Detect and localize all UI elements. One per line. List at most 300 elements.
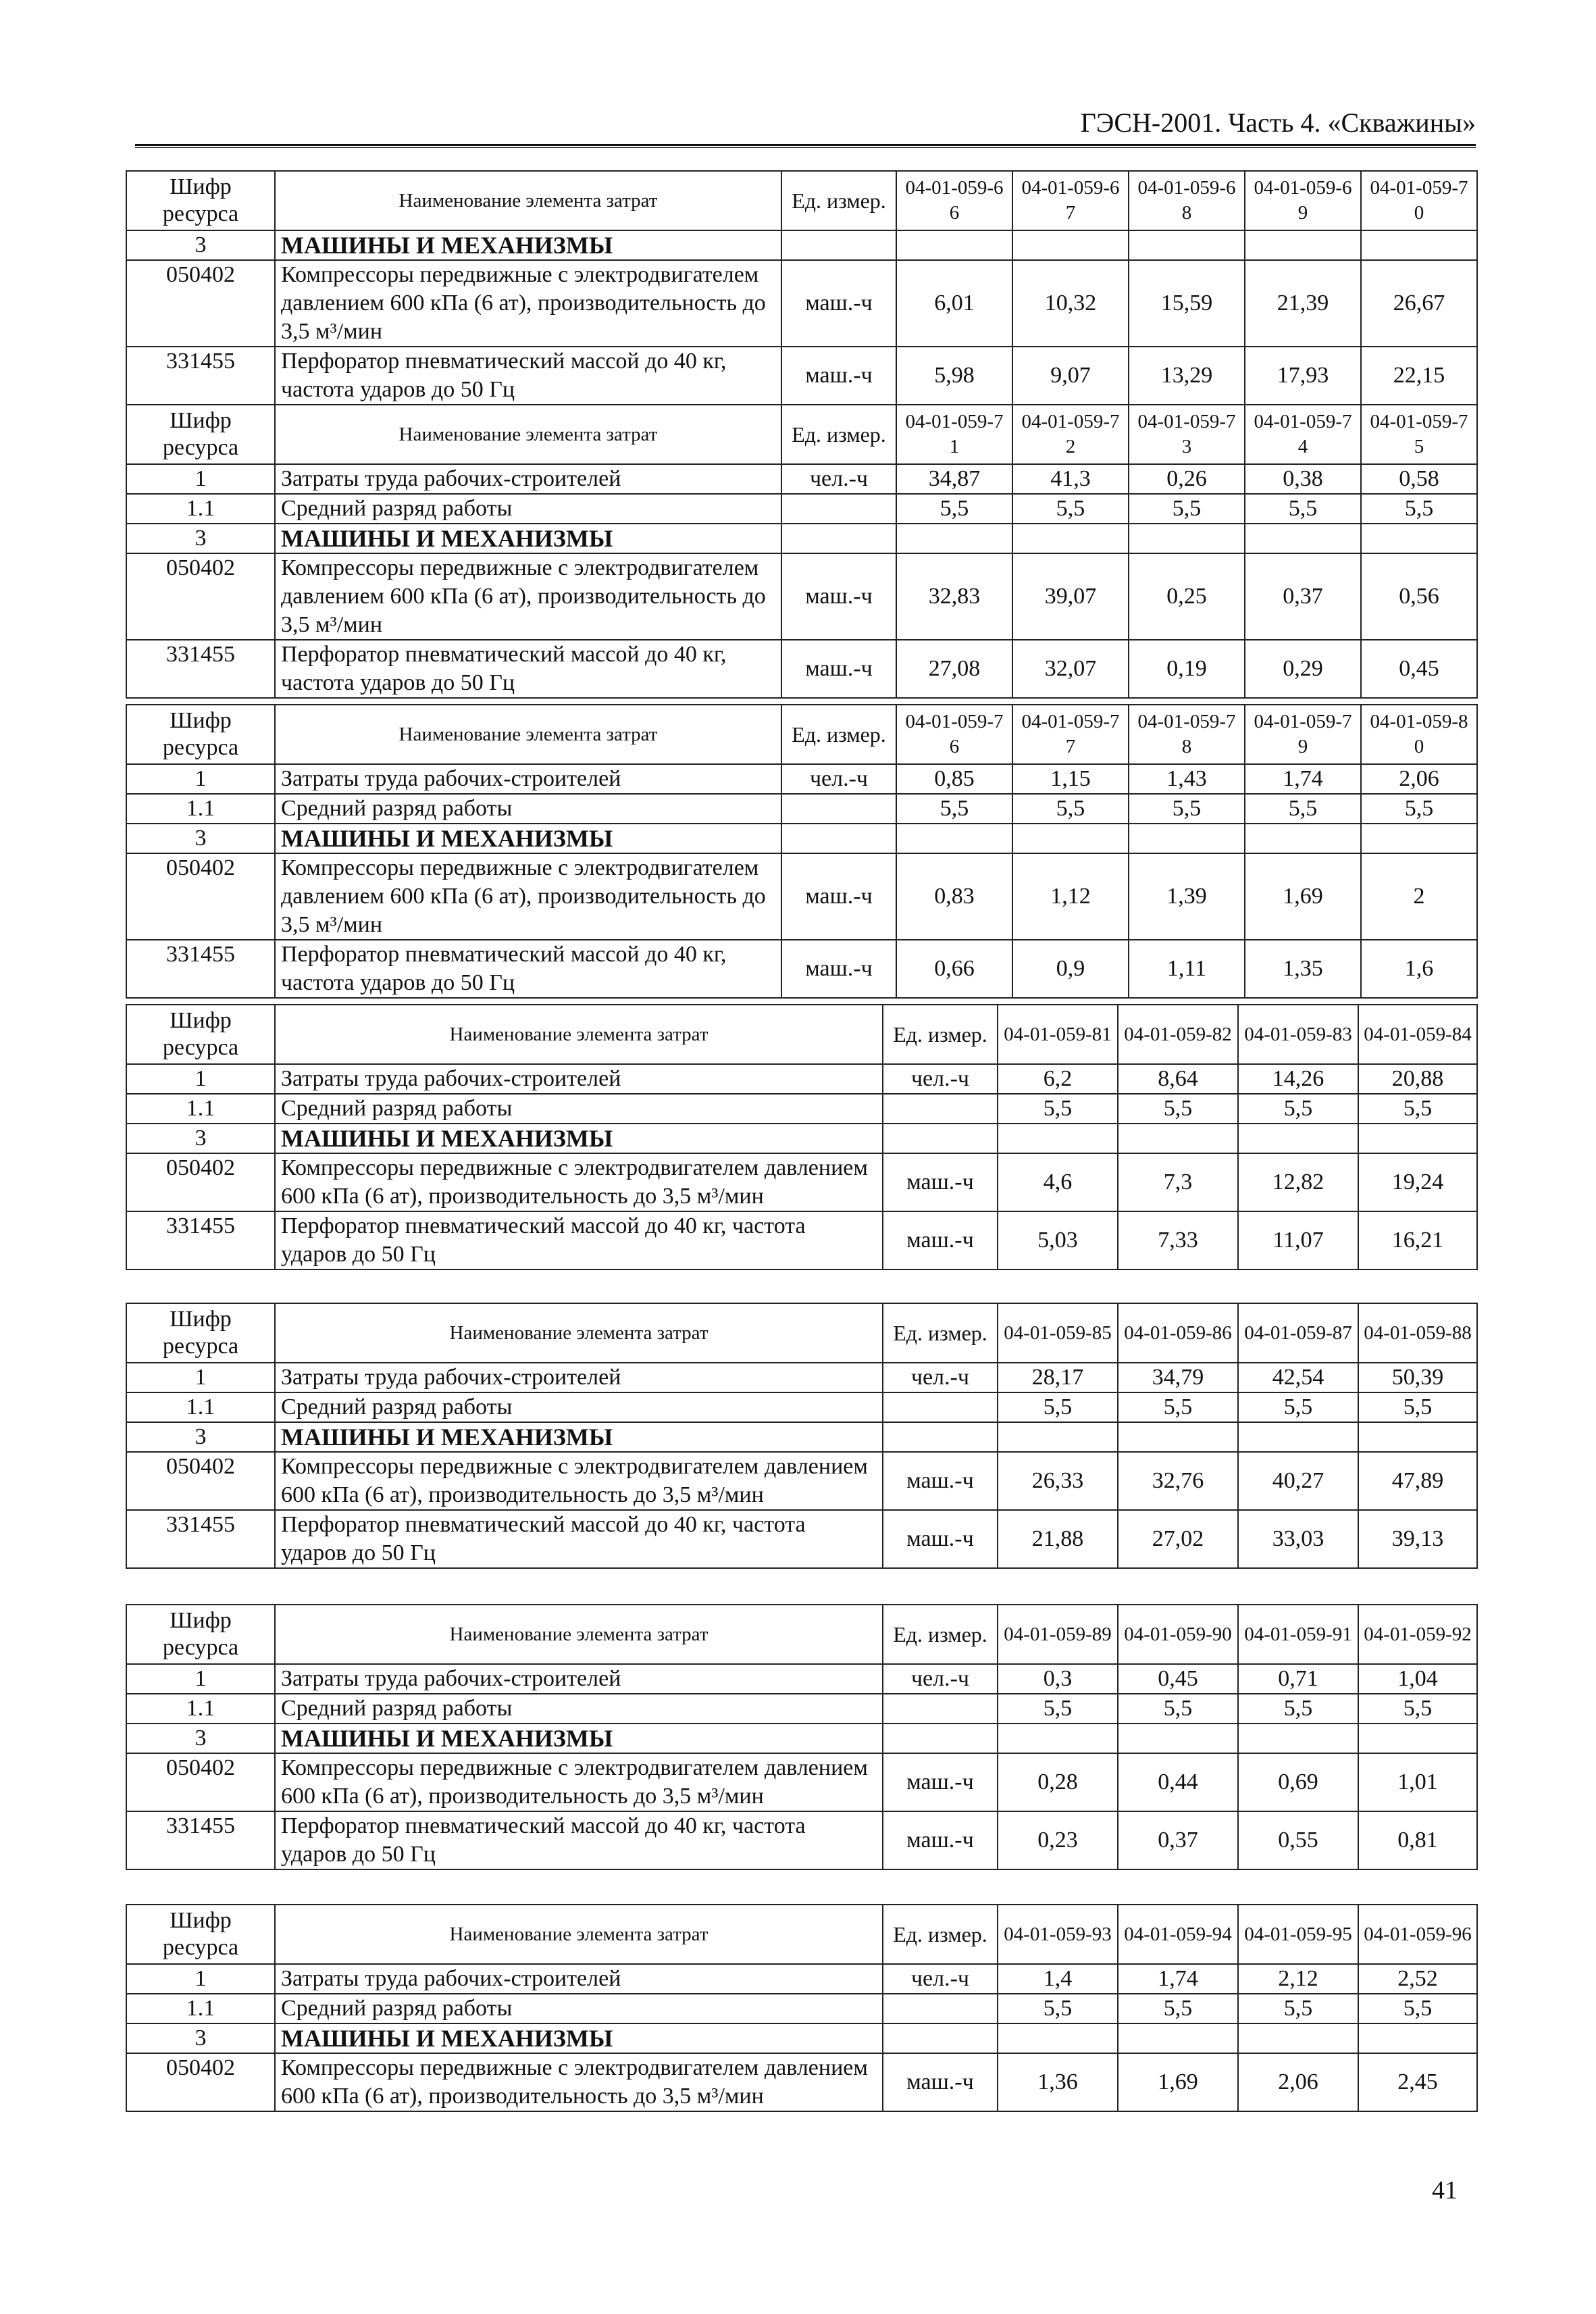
resource-name: Затраты труда рабочих-строителей [275,1363,883,1392]
resource-code: 331455 [126,640,275,698]
header-code: Шифр ресурса [126,405,275,464]
norm-value: 0,45 [1361,640,1477,698]
resource-name: Компрессоры передвижные с электродвигателем давлением 600 кПа (6 ат), производительность до 3,5 м³/мин [275,853,781,940]
norm-value: 5,5 [1238,1094,1358,1124]
header-name: Наименование элемента затрат [275,1303,883,1363]
unit-of-measure [883,2023,998,2053]
resource-name: Перфоратор пневматический массой до 40 кг, частота ударов до 50 Гц [275,1510,883,1568]
norm-value: 22,15 [1361,347,1477,405]
table-row [126,1753,1477,1811]
resource-code: 331455 [126,1811,275,1869]
resource-code: 1.1 [126,1392,275,1422]
section-row [126,2023,1477,2053]
norm-value: 1,15 [1012,764,1129,794]
header-norm-code: 04-01-059-75 [1361,405,1477,464]
norm-value: 5,5 [998,1392,1118,1422]
norm-value: 21,39 [1245,260,1361,347]
norm-value: 47,89 [1358,1452,1477,1510]
resource-code: 1.1 [126,1094,275,1124]
resource-code: 050402 [126,1153,275,1211]
norm-value: 39,13 [1358,1510,1477,1568]
norm-value: 50,39 [1358,1363,1477,1392]
norm-value: 7,33 [1118,1211,1238,1269]
unit-of-measure: маш.-ч [883,1153,998,1211]
header-norm-code: 04-01-059-88 [1358,1303,1477,1363]
header-norm-code: 04-01-059-66 [896,171,1012,230]
header-name: Наименование элемента затрат [275,405,781,464]
header-norm-code: 04-01-059-79 [1245,705,1361,764]
norm-table [126,404,1478,699]
resource-name: Компрессоры передвижные с электродвигателем давлением 600 кПа (6 ат), производительность до 3,5 м³/мин [275,1452,883,1510]
norm-value: 1,36 [998,2053,1118,2111]
table-row [126,764,1477,794]
norm-value: 5,5 [1245,794,1361,824]
norm-value: 0,55 [1238,1811,1358,1869]
section-row [126,824,1477,853]
header-norm-code: 04-01-059-91 [1238,1605,1358,1664]
norm-value: 5,5 [1129,794,1245,824]
norm-value: 2,06 [1238,2053,1358,2111]
table-row [126,347,1477,405]
section-title: МАШИНЫ И МЕХАНИЗМЫ [275,1422,883,1452]
header-code: Шифр ресурса [126,171,275,230]
header-code: Шифр ресурса [126,1905,275,1964]
header-norm-code: 04-01-059-81 [998,1005,1118,1064]
table-row [126,1363,1477,1392]
norm-value: 5,5 [1245,494,1361,524]
section-row [126,1422,1477,1452]
header-code: Шифр ресурса [126,1605,275,1664]
norm-value: 0,37 [1118,1811,1238,1869]
unit-of-measure: маш.-ч [883,1211,998,1269]
norm-value: 2,45 [1358,2053,1477,2111]
norm-value: 0,69 [1238,1753,1358,1811]
norm-value: 5,5 [896,494,1012,524]
resource-code: 3 [126,824,275,853]
table-row [126,1510,1477,1568]
norm-value: 5,5 [1361,494,1477,524]
norm-value: 0,45 [1118,1664,1238,1694]
norm-value: 1,39 [1129,853,1245,940]
header-row [126,405,1477,464]
table-row [126,1964,1477,1994]
norm-value: 5,5 [1358,1094,1477,1124]
resource-code: 3 [126,1124,275,1153]
norm-value [896,824,1012,853]
unit-of-measure: чел.-ч [883,1964,998,1994]
table-row [126,494,1477,524]
unit-of-measure: маш.-ч [781,347,896,405]
header-norm-code: 04-01-059-78 [1129,705,1245,764]
norm-value [1361,524,1477,553]
resource-name: Затраты труда рабочих-строителей [275,1964,883,1994]
header-norm-code: 04-01-059-96 [1358,1905,1477,1964]
norm-value: 20,88 [1358,1064,1477,1094]
resource-code: 1 [126,1363,275,1392]
norm-value: 1,6 [1361,940,1477,998]
header-unit: Ед. измер. [883,1005,998,1064]
table-row [126,940,1477,998]
table-row [126,1811,1477,1869]
unit-of-measure: чел.-ч [883,1363,998,1392]
norm-value: 5,5 [1358,1392,1477,1422]
header-norm-code: 04-01-059-93 [998,1905,1118,1964]
norm-value: 5,5 [1358,1994,1477,2023]
table-row [126,260,1477,347]
norm-value [1238,1422,1358,1452]
resource-code: 331455 [126,1510,275,1568]
header-row [126,1905,1477,1964]
header-norm-code: 04-01-059-73 [1129,405,1245,464]
section-title: МАШИНЫ И МЕХАНИЗМЫ [275,2023,883,2053]
norm-value: 26,33 [998,1452,1118,1510]
header-norm-code: 04-01-059-68 [1129,171,1245,230]
unit-of-measure: маш.-ч [781,853,896,940]
table-row [126,1452,1477,1510]
norm-value [896,230,1012,260]
norm-value: 4,6 [998,1153,1118,1211]
unit-of-measure: маш.-ч [883,1452,998,1510]
resource-code: 1.1 [126,794,275,824]
unit-of-measure: маш.-ч [781,940,896,998]
table-row [126,640,1477,698]
header-unit: Ед. измер. [883,1605,998,1664]
header-norm-code: 04-01-059-90 [1118,1605,1238,1664]
header-row [126,171,1477,230]
table-row [126,553,1477,640]
norm-value: 5,5 [1238,1694,1358,1724]
header-norm-code: 04-01-059-72 [1012,405,1129,464]
norm-value: 40,27 [1238,1452,1358,1510]
page-header: ГЭСН-2001. Часть 4. «Скважины» [135,107,1476,146]
header-norm-code: 04-01-059-74 [1245,405,1361,464]
norm-value: 13,29 [1129,347,1245,405]
norm-value [1118,1724,1238,1753]
unit-of-measure: чел.-ч [883,1064,998,1094]
resource-code: 1 [126,764,275,794]
unit-of-measure: чел.-ч [781,464,896,494]
norm-value [1129,824,1245,853]
norm-value [1238,2023,1358,2053]
norm-value: 0,9 [1012,940,1129,998]
unit-of-measure: маш.-ч [883,1753,998,1811]
resource-name: Перфоратор пневматический массой до 40 кг, частота ударов до 50 Гц [275,640,781,698]
norm-value: 32,07 [1012,640,1129,698]
header-code: Шифр ресурса [126,1005,275,1064]
norm-value: 6,2 [998,1064,1118,1094]
section-row [126,1724,1477,1753]
resource-code: 050402 [126,553,275,640]
resource-name: Компрессоры передвижные с электродвигателем давлением 600 кПа (6 ат), производительность до 3,5 м³/мин [275,553,781,640]
norm-value: 34,87 [896,464,1012,494]
norm-value [1245,230,1361,260]
resource-code: 050402 [126,1753,275,1811]
norm-value: 7,3 [1118,1153,1238,1211]
norm-value: 12,82 [1238,1153,1358,1211]
resource-code: 050402 [126,2053,275,2111]
norm-value [1358,1724,1477,1753]
norm-value [1012,230,1129,260]
norm-value: 1,11 [1129,940,1245,998]
norm-value [1361,824,1477,853]
norm-value: 5,5 [1012,494,1129,524]
section-title: МАШИНЫ И МЕХАНИЗМЫ [275,1724,883,1753]
resource-code: 331455 [126,1211,275,1269]
norm-value: 0,28 [998,1753,1118,1811]
norm-value: 2,12 [1238,1964,1358,1994]
norm-value: 32,83 [896,553,1012,640]
norm-value [1012,524,1129,553]
header-norm-code: 04-01-059-76 [896,705,1012,764]
resource-name: Средний разряд работы [275,1094,883,1124]
norm-value: 5,5 [896,794,1012,824]
norm-value [998,1724,1118,1753]
norm-value: 11,07 [1238,1211,1358,1269]
resource-code: 1 [126,464,275,494]
header-row [126,1005,1477,1064]
norm-value: 1,35 [1245,940,1361,998]
unit-of-measure [883,1724,998,1753]
resource-name: Средний разряд работы [275,1392,883,1422]
norm-value: 26,67 [1361,260,1477,347]
resource-code: 331455 [126,940,275,998]
header-norm-code: 04-01-059-86 [1118,1303,1238,1363]
norm-value: 1,01 [1358,1753,1477,1811]
norm-value: 1,69 [1118,2053,1238,2111]
norm-value: 1,43 [1129,764,1245,794]
norm-value: 32,76 [1118,1452,1238,1510]
header-code: Шифр ресурса [126,705,275,764]
norm-value [896,524,1012,553]
resource-name: Затраты труда рабочих-строителей [275,764,781,794]
norm-value: 1,69 [1245,853,1361,940]
header-norm-code: 04-01-059-87 [1238,1303,1358,1363]
norm-value: 0,38 [1245,464,1361,494]
header-code: Шифр ресурса [126,1303,275,1363]
header-unit: Ед. измер. [883,1303,998,1363]
unit-of-measure [883,1094,998,1124]
table-row [126,853,1477,940]
norm-value: 27,08 [896,640,1012,698]
norm-value: 5,5 [1361,794,1477,824]
resource-name: Компрессоры передвижные с электродвигателем давлением 600 кПа (6 ат), производительность до 3,5 м³/мин [275,2053,883,2111]
resource-name: Компрессоры передвижные с электродвигателем давлением 600 кПа (6 ат), производительность до 3,5 м³/мин [275,1153,883,1211]
norm-value [1118,1124,1238,1153]
header-norm-code: 04-01-059-84 [1358,1005,1477,1064]
norm-value: 5,5 [998,1994,1118,2023]
norm-value: 17,93 [1245,347,1361,405]
norm-value: 5,5 [998,1694,1118,1724]
unit-of-measure: маш.-ч [883,1510,998,1568]
norm-value: 0,26 [1129,464,1245,494]
header-name: Наименование элемента затрат [275,705,781,764]
norm-value: 2,52 [1358,1964,1477,1994]
header-norm-code: 04-01-059-67 [1012,171,1129,230]
table-row [126,1211,1477,1269]
resource-code: 050402 [126,260,275,347]
resource-code: 050402 [126,853,275,940]
resource-name: Средний разряд работы [275,494,781,524]
norm-value [998,1124,1118,1153]
section-row [126,230,1477,260]
header-name: Наименование элемента затрат [275,1905,883,1964]
norm-value: 0,85 [896,764,1012,794]
resource-name: Перфоратор пневматический массой до 40 кг, частота ударов до 50 Гц [275,1811,883,1869]
section-title: МАШИНЫ И МЕХАНИЗМЫ [275,524,781,553]
unit-of-measure: чел.-ч [883,1664,998,1694]
resource-name: Средний разряд работы [275,1694,883,1724]
resource-code: 1.1 [126,1694,275,1724]
resource-name: Перфоратор пневматический массой до 40 кг, частота ударов до 50 Гц [275,1211,883,1269]
norm-value: 33,03 [1238,1510,1358,1568]
unit-of-measure [883,1694,998,1724]
resource-name: Перфоратор пневматический массой до 40 кг, частота ударов до 50 Гц [275,940,781,998]
norm-value: 8,64 [1118,1064,1238,1094]
resource-code: 3 [126,524,275,553]
header-norm-code: 04-01-059-92 [1358,1605,1477,1664]
norm-value: 27,02 [1118,1510,1238,1568]
header-norm-code: 04-01-059-82 [1118,1005,1238,1064]
norm-value: 0,83 [896,853,1012,940]
resource-code: 3 [126,230,275,260]
resource-name: Средний разряд работы [275,794,781,824]
norm-value [1361,230,1477,260]
header-unit: Ед. измер. [883,1905,998,1964]
norm-value: 16,21 [1358,1211,1477,1269]
norm-value: 42,54 [1238,1363,1358,1392]
unit-of-measure: маш.-ч [781,553,896,640]
resource-name: Затраты труда рабочих-строителей [275,1664,883,1694]
header-norm-code: 04-01-059-69 [1245,171,1361,230]
norm-value: 10,32 [1012,260,1129,347]
norm-value [1358,1124,1477,1153]
unit-of-measure [781,794,896,824]
norm-value: 28,17 [998,1363,1118,1392]
norm-value [1245,824,1361,853]
header-norm-code: 04-01-059-94 [1118,1905,1238,1964]
unit-of-measure [883,1994,998,2023]
table-row [126,1664,1477,1694]
resource-name: Затраты труда рабочих-строителей [275,464,781,494]
resource-code: 1 [126,1964,275,1994]
section-row [126,524,1477,553]
resource-name: Компрессоры передвижные с электродвигателем давлением 600 кПа (6 ат), производительность до 3,5 м³/мин [275,1753,883,1811]
norm-value: 6,01 [896,260,1012,347]
unit-of-measure [781,494,896,524]
resource-name: Компрессоры передвижные с электродвигателем давлением 600 кПа (6 ат), производительность до 3,5 м³/мин [275,260,781,347]
section-title: МАШИНЫ И МЕХАНИЗМЫ [275,230,781,260]
norm-value: 21,88 [998,1510,1118,1568]
header-norm-code: 04-01-059-80 [1361,705,1477,764]
norm-value: 1,12 [1012,853,1129,940]
unit-of-measure [781,824,896,853]
header-row [126,1605,1477,1664]
unit-of-measure: маш.-ч [883,2053,998,2111]
table-row [126,1153,1477,1211]
table-row [126,1392,1477,1422]
norm-value: 0,25 [1129,553,1245,640]
resource-code: 331455 [126,347,275,405]
norm-value: 1,74 [1245,764,1361,794]
header-name: Наименование элемента затрат [275,1605,883,1664]
norm-value: 5,03 [998,1211,1118,1269]
unit-of-measure [883,1124,998,1153]
norm-table [126,1303,1478,1569]
header-rule [135,147,1476,148]
norm-value: 14,26 [1238,1064,1358,1094]
norm-table [126,704,1478,999]
table-row [126,1064,1477,1094]
header-unit: Ед. измер. [781,705,896,764]
header-row [126,1303,1477,1363]
unit-of-measure: маш.-ч [781,640,896,698]
table-row [126,464,1477,494]
norm-value: 0,29 [1245,640,1361,698]
header-norm-code: 04-01-059-77 [1012,705,1129,764]
table-row [126,2053,1477,2111]
norm-value: 2,06 [1361,764,1477,794]
norm-value: 1,4 [998,1964,1118,1994]
norm-value: 34,79 [1118,1363,1238,1392]
norm-value: 5,98 [896,347,1012,405]
norm-value: 15,59 [1129,260,1245,347]
table-row [126,794,1477,824]
norm-value: 2 [1361,853,1477,940]
unit-of-measure [781,524,896,553]
norm-value: 0,66 [896,940,1012,998]
norm-value: 5,5 [1358,1694,1477,1724]
norm-value [1129,524,1245,553]
norm-value [1129,230,1245,260]
table-row [126,1694,1477,1724]
norm-table [126,1904,1478,2112]
norm-value [1358,1422,1477,1452]
header-row [126,705,1477,764]
norm-value: 0,19 [1129,640,1245,698]
resource-code: 3 [126,1422,275,1452]
norm-value: 5,5 [1129,494,1245,524]
header-norm-code: 04-01-059-83 [1238,1005,1358,1064]
norm-value: 1,74 [1118,1964,1238,1994]
norm-value: 0,71 [1238,1664,1358,1694]
resource-code: 1 [126,1064,275,1094]
norm-value: 5,5 [1118,1994,1238,2023]
norm-value: 5,5 [998,1094,1118,1124]
resource-code: 3 [126,1724,275,1753]
norm-value: 0,23 [998,1811,1118,1869]
unit-of-measure: маш.-ч [781,260,896,347]
section-title: МАШИНЫ И МЕХАНИЗМЫ [275,824,781,853]
norm-value: 0,58 [1361,464,1477,494]
header-norm-code: 04-01-059-89 [998,1605,1118,1664]
header-norm-code: 04-01-059-95 [1238,1905,1358,1964]
header-name: Наименование элемента затрат [275,1005,883,1064]
norm-value [1358,2023,1477,2053]
section-title: МАШИНЫ И МЕХАНИЗМЫ [275,1124,883,1153]
norm-table [126,170,1478,405]
norm-value: 39,07 [1012,553,1129,640]
resource-code: 050402 [126,1452,275,1510]
norm-value [998,1422,1118,1452]
norm-value [1245,524,1361,553]
unit-of-measure [883,1392,998,1422]
norm-value: 41,3 [1012,464,1129,494]
norm-value [1012,824,1129,853]
norm-value [1118,1422,1238,1452]
resource-name: Перфоратор пневматический массой до 40 кг, частота ударов до 50 Гц [275,347,781,405]
norm-table [126,1604,1478,1870]
norm-value: 5,5 [1012,794,1129,824]
